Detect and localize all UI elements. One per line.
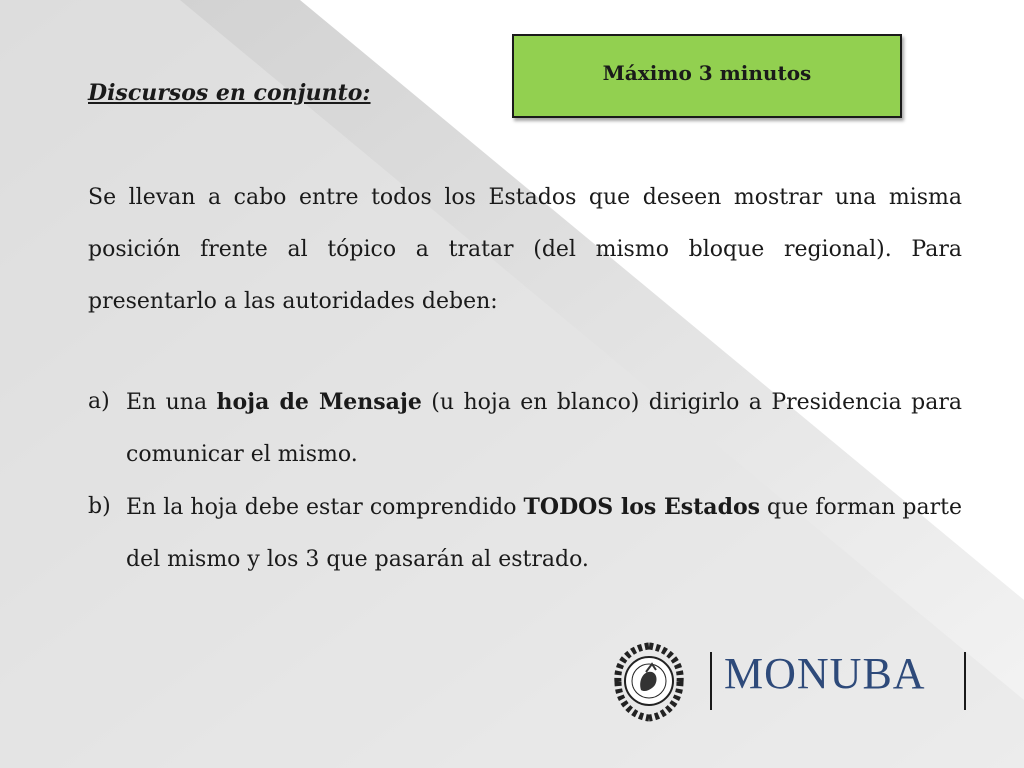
monuba-logo	[606, 640, 976, 724]
time-limit-badge	[512, 34, 902, 118]
list-marker: a)	[88, 389, 110, 414]
intro-paragraph: Se llevan a cabo entre todos los Estados que deseen mostrar una misma posición frente al tópico a tratar (del mismo bloque regional). Para presentarlo a las autoridades deben:	[88, 185, 962, 314]
list-item-text: que forman parte del mismo y los 3 que pasarán al estrado.	[126, 495, 962, 572]
list-item-text: (u hoja en blanco) dirigirlo a Presidencia para comunicar el mismo.	[126, 390, 962, 467]
un-emblem-icon	[608, 642, 690, 722]
time-limit-label: Máximo 3 minutos	[602, 61, 812, 85]
list-item-text: En una	[126, 390, 217, 415]
list-item-text: En la hoja debe estar comprendido	[126, 495, 524, 520]
list-item-b	[88, 481, 962, 586]
brand-name: MONUBA	[724, 649, 926, 698]
list-item-a	[88, 376, 962, 481]
list-item-emphasis: hoja de Mensaje	[216, 389, 422, 415]
list-marker: b)	[88, 494, 111, 519]
brand-divider	[964, 652, 966, 710]
requirements-list	[88, 376, 962, 586]
list-item-emphasis: TODOS los Estados	[523, 494, 761, 520]
brand-divider	[710, 652, 712, 710]
slide-heading: Discursos en conjunto:	[88, 80, 371, 106]
